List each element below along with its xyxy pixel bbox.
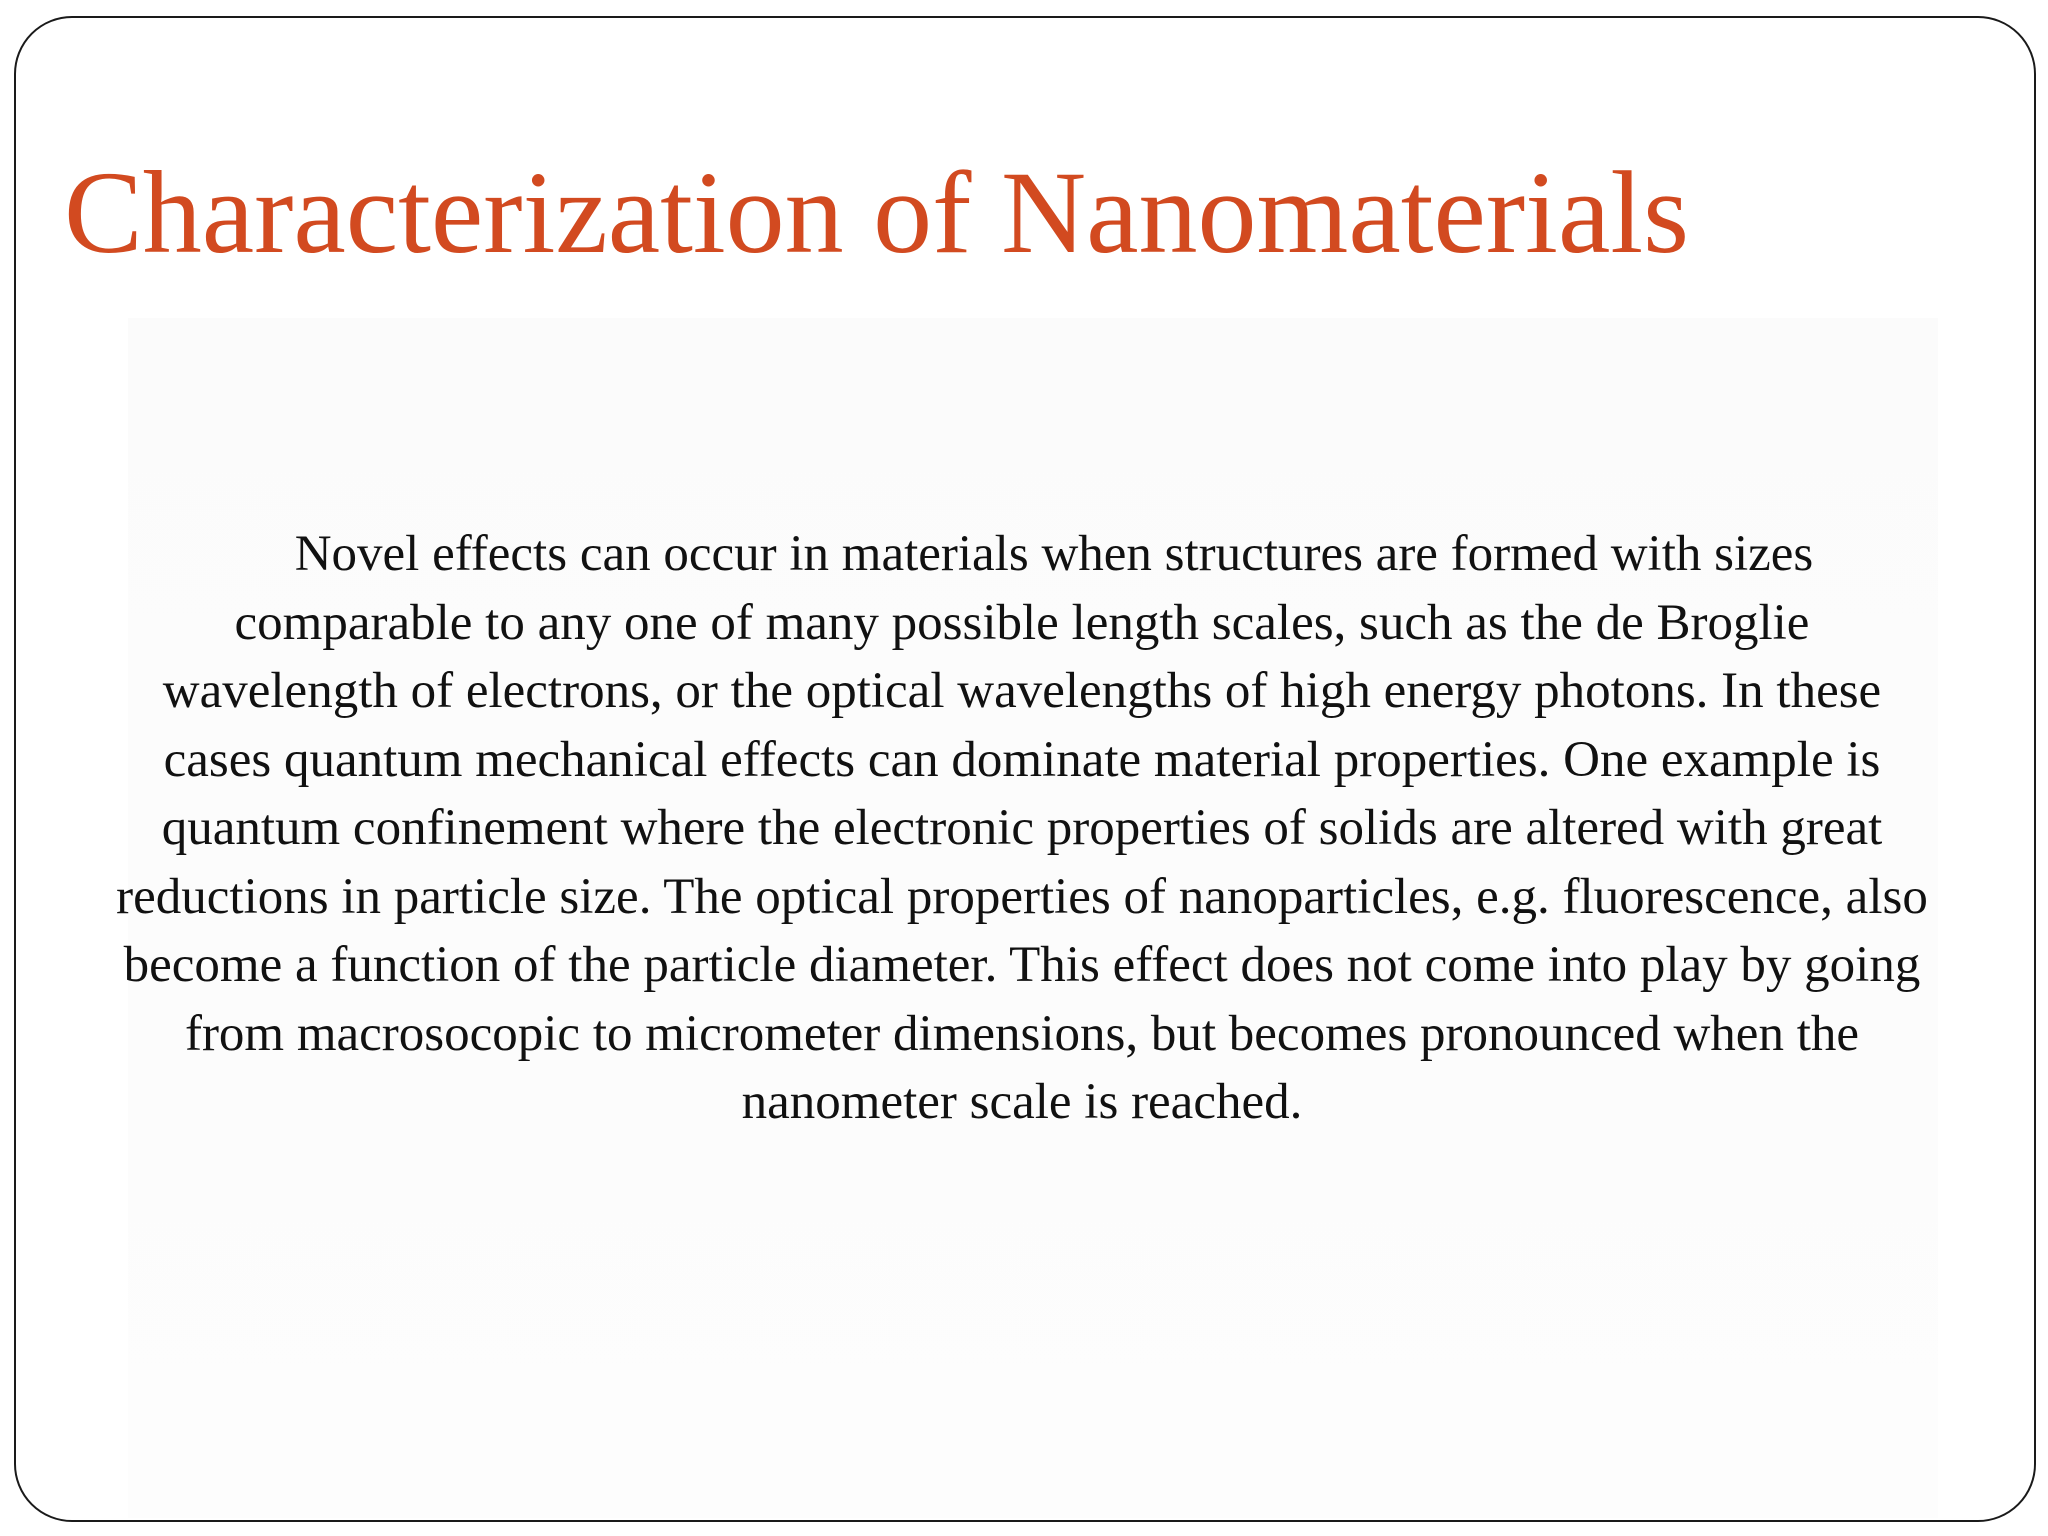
slide-title: Characterization of Nanomaterials bbox=[64, 147, 1690, 278]
slide-body-text: Novel effects can occur in materials when structures are formed with sizes comparable to any one of many possible length scales, such as the de Broglie wavelength of electrons, or the optical wavelengths of high energy photons. In these cases quantum mechanical effects can dominate material properties. One example is quantum confinement where the electronic properties of solids are altered with great reductions in particle size. The optical properties of nanoparticles, e.g. fluorescence, also become a function of the particle diameter. This effect does not come into play by going from macrosocopic to micrometer dimensions, but becomes pronounced when the nanometer scale is reached. bbox=[116, 526, 1928, 1130]
